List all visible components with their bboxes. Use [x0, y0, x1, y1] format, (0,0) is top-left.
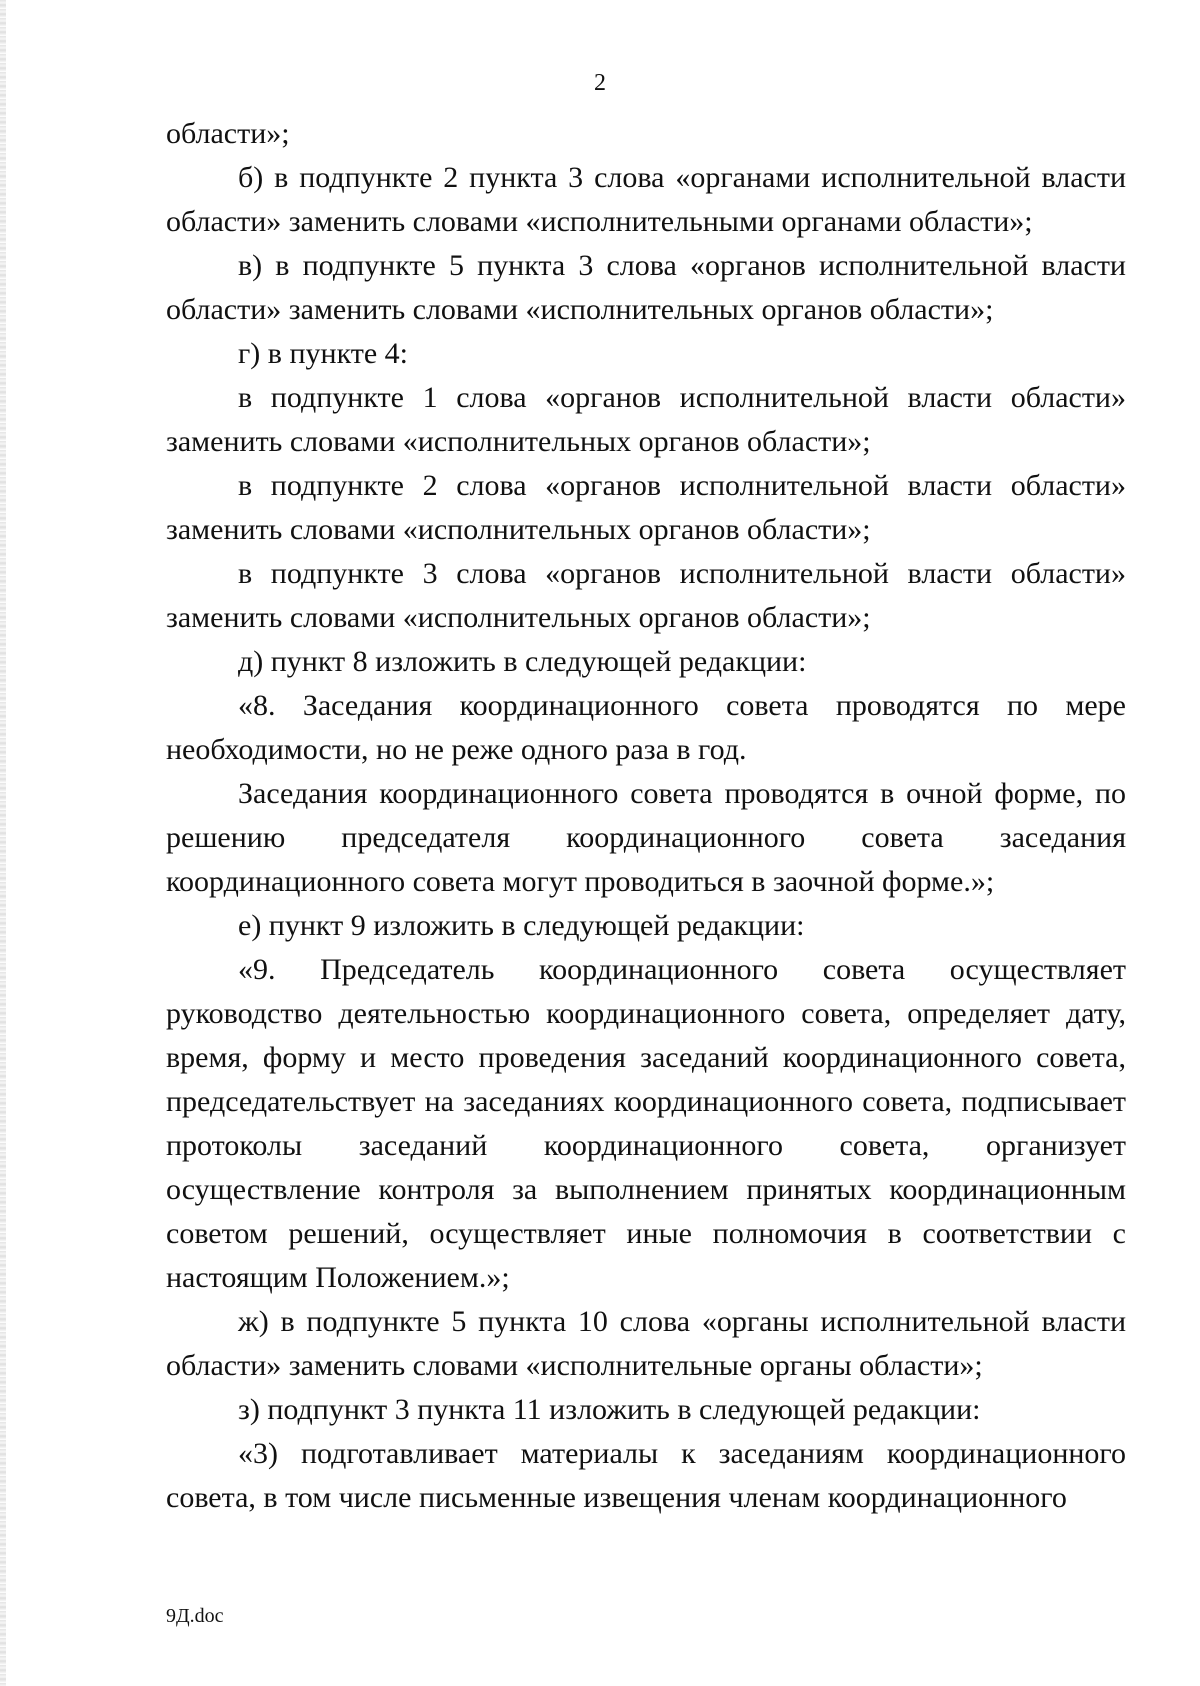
paragraph-13: ж) в подпункте 5 пункта 10 слова «органы исполнительной власти области» заменить словами «исполнительные органы области»;: [166, 1305, 1126, 1382]
paragraph-8: д) пункт 8 изложить в следующей редакции:: [238, 645, 807, 678]
paragraph-10: Заседания координационного совета проводятся в очной форме, по решению председателя координационного совета заседания координационного совета могут проводиться в заочной форме.»;: [166, 777, 1126, 898]
paragraph-5: в подпункте 1 слова «органов исполнительной власти области» заменить словами «исполнительных органов области»;: [166, 381, 1126, 458]
page-number: 2: [594, 70, 606, 96]
paragraph-15: «3) подготавливает материалы к заседаниям координационного совета, в том числе письменные извещения членам координационного: [166, 1437, 1126, 1514]
paragraph-6: в подпункте 2 слова «органов исполнительной власти области» заменить словами «исполнительных органов области»;: [166, 469, 1126, 546]
paragraph-4: г) в пункте 4:: [238, 337, 409, 370]
paragraph-7: в подпункте 3 слова «органов исполнительной власти области» заменить словами «исполнительных органов области»;: [166, 557, 1126, 634]
paragraph-2: б) в подпункте 2 пункта 3 слова «органами исполнительной власти области» заменить словами «исполнительными органами области»;: [166, 161, 1126, 238]
paragraph-11: е) пункт 9 изложить в следующей редакции:: [238, 909, 805, 942]
paragraph-3: в) в подпункте 5 пункта 3 слова «органов исполнительной власти области» заменить словами «исполнительных органов области»;: [166, 249, 1126, 326]
scan-edge: [0, 0, 6, 1686]
footer-filename: 9Д.doc: [166, 1605, 224, 1627]
paragraph-12: «9. Председатель координационного совета осуществляет руководство деятельностью координационного совета, определяет дату, время, форму и место проведения заседаний координационного совета, председательствует на заседаниях координационного совета, подписывает протоколы заседаний координационного совета, организует осуществление контроля за выполнением принятых координационным советом решений, осуществляет иные полномочия в соответствии с настоящим Положением.»;: [166, 953, 1126, 1294]
paragraph-9: «8. Заседания координационного совета проводятся по мере необходимости, но не реже одного раза в год.: [166, 689, 1126, 766]
document-body: [166, 112, 1126, 1520]
paragraph-14: з) подпункт 3 пункта 11 изложить в следующей редакции:: [238, 1393, 981, 1426]
paragraph-1: области»;: [166, 117, 290, 150]
